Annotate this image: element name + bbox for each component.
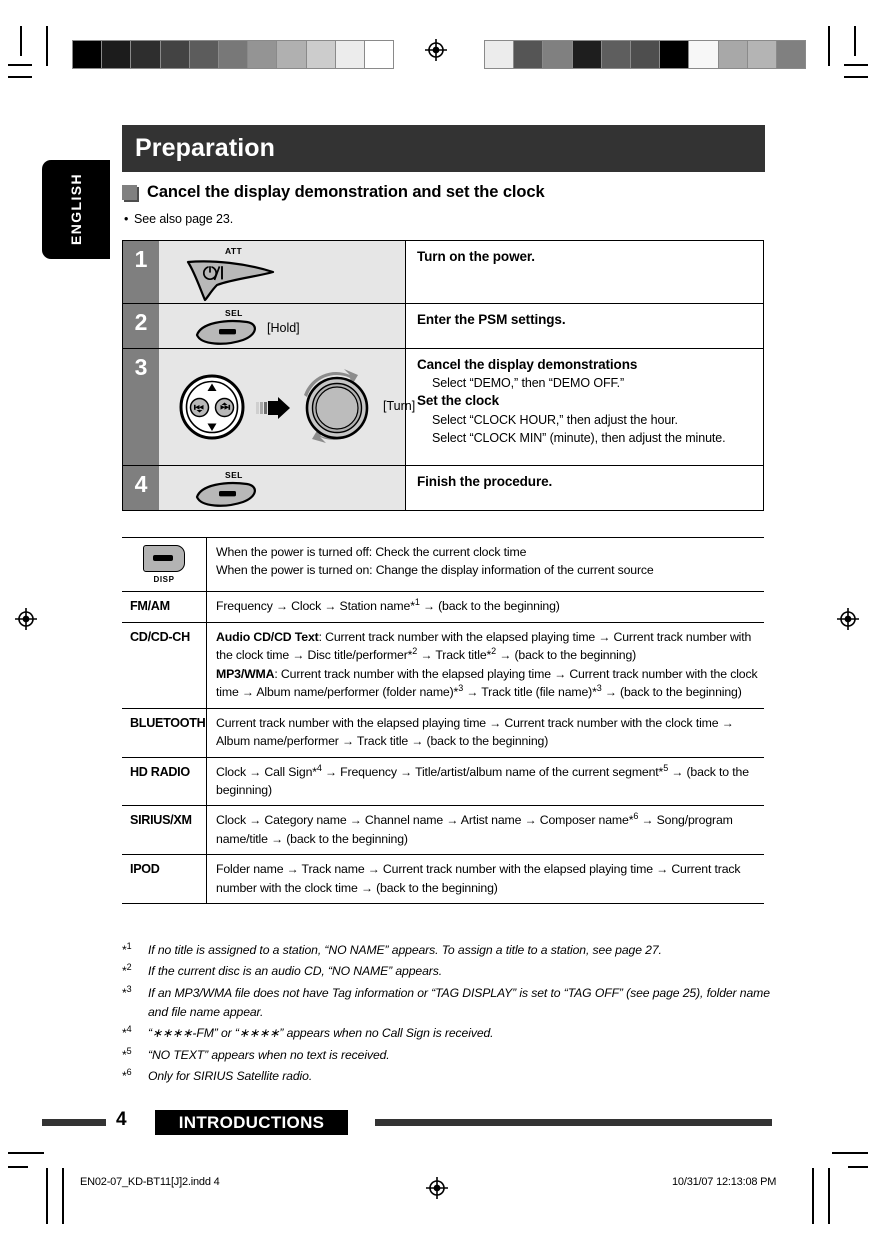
footnote-item [122,962,782,981]
disp-behaviour-line: When the power is turned off: Check the current clock time [216,545,527,559]
sel-button-icon [191,481,261,512]
step-title: Turn on the power. [417,249,535,264]
rotary-knob-icon [294,367,380,454]
page-number: 4 [116,1109,127,1130]
calibration-swatch [73,41,102,68]
calibration-swatch [277,41,306,68]
disp-sequence-text: Audio CD/CD Text: Current track number with the elapsed playing time → Current track number with the clock time → Disc title/performer*$^2$ → Track title*$^2$ → (back to the beginning) MP3/WMA: Current track number with the elapsed playing time → Current track number with the clock time → Album name/performer (folder name)*$^3$ → Track title (file name)*$^3$ → (back to the beginning) [207,622,765,708]
footnote-marker: *$^2$ [122,962,132,979]
footnote-marker: *$^6$ [122,1066,132,1083]
step-description-cell [406,241,764,304]
calibration-swatch [748,41,777,68]
footnote-marker: *$^5$ [122,1045,132,1062]
cursor-pad-icon [179,374,245,445]
step-detail: Select “CLOCK MIN” (minute), then adjust the minute. [432,430,726,445]
footer-rule-right [375,1119,772,1126]
procedure-step-table [122,240,764,511]
footer-section-chip: INTRODUCTIONS [155,1110,348,1135]
bullet-icon: • [124,212,129,226]
step-number: 1 [123,241,160,304]
calibration-swatch [631,41,660,68]
footnote-text: “NO TEXT” appears when no text is received. [148,1047,390,1062]
step-illustration-cell [159,241,406,304]
footnote-list [122,941,782,1088]
table-row [123,241,764,304]
disp-sequence-text: Clock → Category name → Channel name → Artist name → Composer name*$^6$ → Song/program name/title → (back to the beginning) [207,806,765,855]
registration-mark-right [836,607,858,629]
arrow-right-icon [256,396,294,425]
step-subtitle: Set the clock [417,393,499,409]
disp-sequence-text: Frequency → Clock → Station name*$^1$ → (back to the beginning) [207,592,765,623]
square-bullet-icon [122,185,137,200]
subsection-heading-label: Cancel the display demonstration and set the clock [147,182,545,201]
display-information-table [122,537,764,904]
crop-mark-bl-h [8,1152,44,1154]
calibration-swatch [102,41,131,68]
section-header-bar [122,125,765,172]
footer-rule-left [42,1119,106,1126]
calibration-swatch [365,41,393,68]
footnote-item [122,984,782,1022]
calibration-swatch [190,41,219,68]
calibration-swatch [219,41,248,68]
button-action-turn: [Turn] [383,399,416,413]
crop-mark-tr-v2 [854,26,856,56]
crop-mark-tl-v [46,26,48,66]
calibration-bar-right [484,40,806,69]
calibration-swatch [543,41,572,68]
disp-behaviour-line: When the power is turned on: Change the display information of the current source [216,563,654,578]
footnote-text: “∗∗∗∗-FM” or “∗∗∗∗” appears when no Call Sign is received. [148,1026,494,1041]
table-row [123,466,764,511]
registration-mark-bottom [425,1176,447,1198]
disp-button-cell [122,538,207,592]
table-row [122,855,764,904]
crop-mark-br-h [832,1152,868,1154]
crop-mark-tr-h [844,64,868,66]
step-detail: Select “DEMO,” then “DEMO OFF.” [432,376,625,391]
disp-source-label: SIRIUS/XM [122,806,207,855]
calibration-swatch [514,41,543,68]
calibration-swatch [602,41,631,68]
calibration-swatch [777,41,805,68]
crop-mark-tl-h [8,64,32,66]
footnote-text: If no title is assigned to a station, “NO NAME” appears. To assign a title to a station, see page 27. [148,943,662,957]
table-row [122,622,764,708]
disp-sequence-text: Current track number with the elapsed playing time → Current track number with the clock time → Album name/performer → Track title → (back to the beginning) [207,708,765,757]
disp-source-label: CD/CD-CH [122,622,207,708]
footnote-marker: *$^3$ [122,983,132,1000]
calibration-bar-left [72,40,394,69]
step-title: Finish the procedure. [417,474,553,489]
disp-source-label: FM/AM [122,592,207,623]
crop-mark-bl-h2 [8,1166,28,1168]
button-action-hold: [Hold] [267,321,300,335]
step-number: 4 [123,466,160,511]
table-row [122,538,764,592]
sel-button-icon [191,319,261,350]
footnote-item [122,1024,782,1043]
crop-mark-tl-v2 [20,26,22,56]
crop-mark-bl-v2 [62,1168,64,1224]
table-row [122,757,764,806]
footnote-text: If the current disc is an audio CD, “NO NAME” appears. [148,964,442,979]
calibration-swatch [719,41,748,68]
disp-behaviour-cell [207,538,765,592]
crop-mark-br-h2 [848,1166,868,1168]
calibration-swatch [573,41,602,68]
calibration-swatch [248,41,277,68]
subsection-heading [122,180,782,204]
calibration-swatch [660,41,689,68]
step-illustration-cell [159,304,406,349]
disp-sequence-text: Folder name → Track name → Current track number with the elapsed playing time → Current track number with the clock time → (back to the beginning) [207,855,765,904]
button-label-sel: SEL [225,470,243,480]
step-title: Cancel the display demonstrations [417,357,638,372]
calibration-swatch [336,41,365,68]
button-label-att: ATT [225,246,243,256]
step-title: Enter the PSM settings. [417,312,566,327]
disp-button-label: DISP [153,575,175,584]
step-illustration-cell [159,466,406,511]
calibration-swatch [161,41,190,68]
step-description-cell [406,304,764,349]
table-row [123,304,764,349]
disp-source-label: IPOD [122,855,207,904]
crop-mark-tr-h2 [844,76,868,78]
see-also-text: See also page 23. [134,212,234,226]
step-number: 2 [123,304,160,349]
see-also-note [124,212,233,226]
button-label-sel: SEL [225,308,243,318]
footnote-item [122,1067,782,1086]
crop-mark-br-v2 [828,1168,830,1224]
step-description-cell [406,349,764,466]
footnote-item [122,1046,782,1065]
footnote-item [122,941,782,960]
table-row [122,592,764,623]
step-illustration-cell [159,349,416,466]
calibration-swatch [131,41,160,68]
crop-mark-br-v [812,1168,814,1224]
table-row [122,806,764,855]
calibration-swatch [689,41,718,68]
power-button-icon [183,255,279,308]
footnote-marker: *$^4$ [122,1024,132,1041]
footnote-marker: *$^1$ [122,940,132,957]
step-description-cell [406,466,764,511]
registration-mark-top [424,38,446,60]
crop-mark-tl-h2 [8,76,32,78]
language-tab-english [42,160,110,259]
page-title: Preparation [135,134,276,162]
calibration-swatch [307,41,336,68]
imprint-datetime: 10/31/07 12:13:08 PM [672,1176,777,1188]
imprint-filename: EN02-07_KD-BT11[J]2.indd 4 [80,1176,220,1188]
footnote-text: If an MP3/WMA file does not have Tag information or “TAG DISPLAY” is set to “TAG OFF” (see page 25), folder name and file name appear. [148,985,770,1019]
step-detail: Select “CLOCK HOUR,” then adjust the hour. [432,412,678,427]
disp-source-label: HD RADIO [122,757,207,806]
disp-source-label: BLUETOOTH [122,708,207,757]
registration-mark-left [14,607,36,629]
step-number: 3 [123,349,160,466]
disp-sequence-text: Clock → Call Sign*$^4$ → Frequency → Title/artist/album name of the current segment*$^5$ → (back to the beginning) [207,757,765,806]
table-row [122,708,764,757]
language-tab-label: ENGLISH [68,173,84,246]
crop-mark-tr-v [828,26,830,66]
disp-button-icon [143,545,185,572]
footnote-text: Only for SIRIUS Satellite radio. [148,1068,313,1083]
crop-mark-bl-v [46,1168,48,1224]
calibration-swatch [485,41,514,68]
table-row [123,349,764,466]
